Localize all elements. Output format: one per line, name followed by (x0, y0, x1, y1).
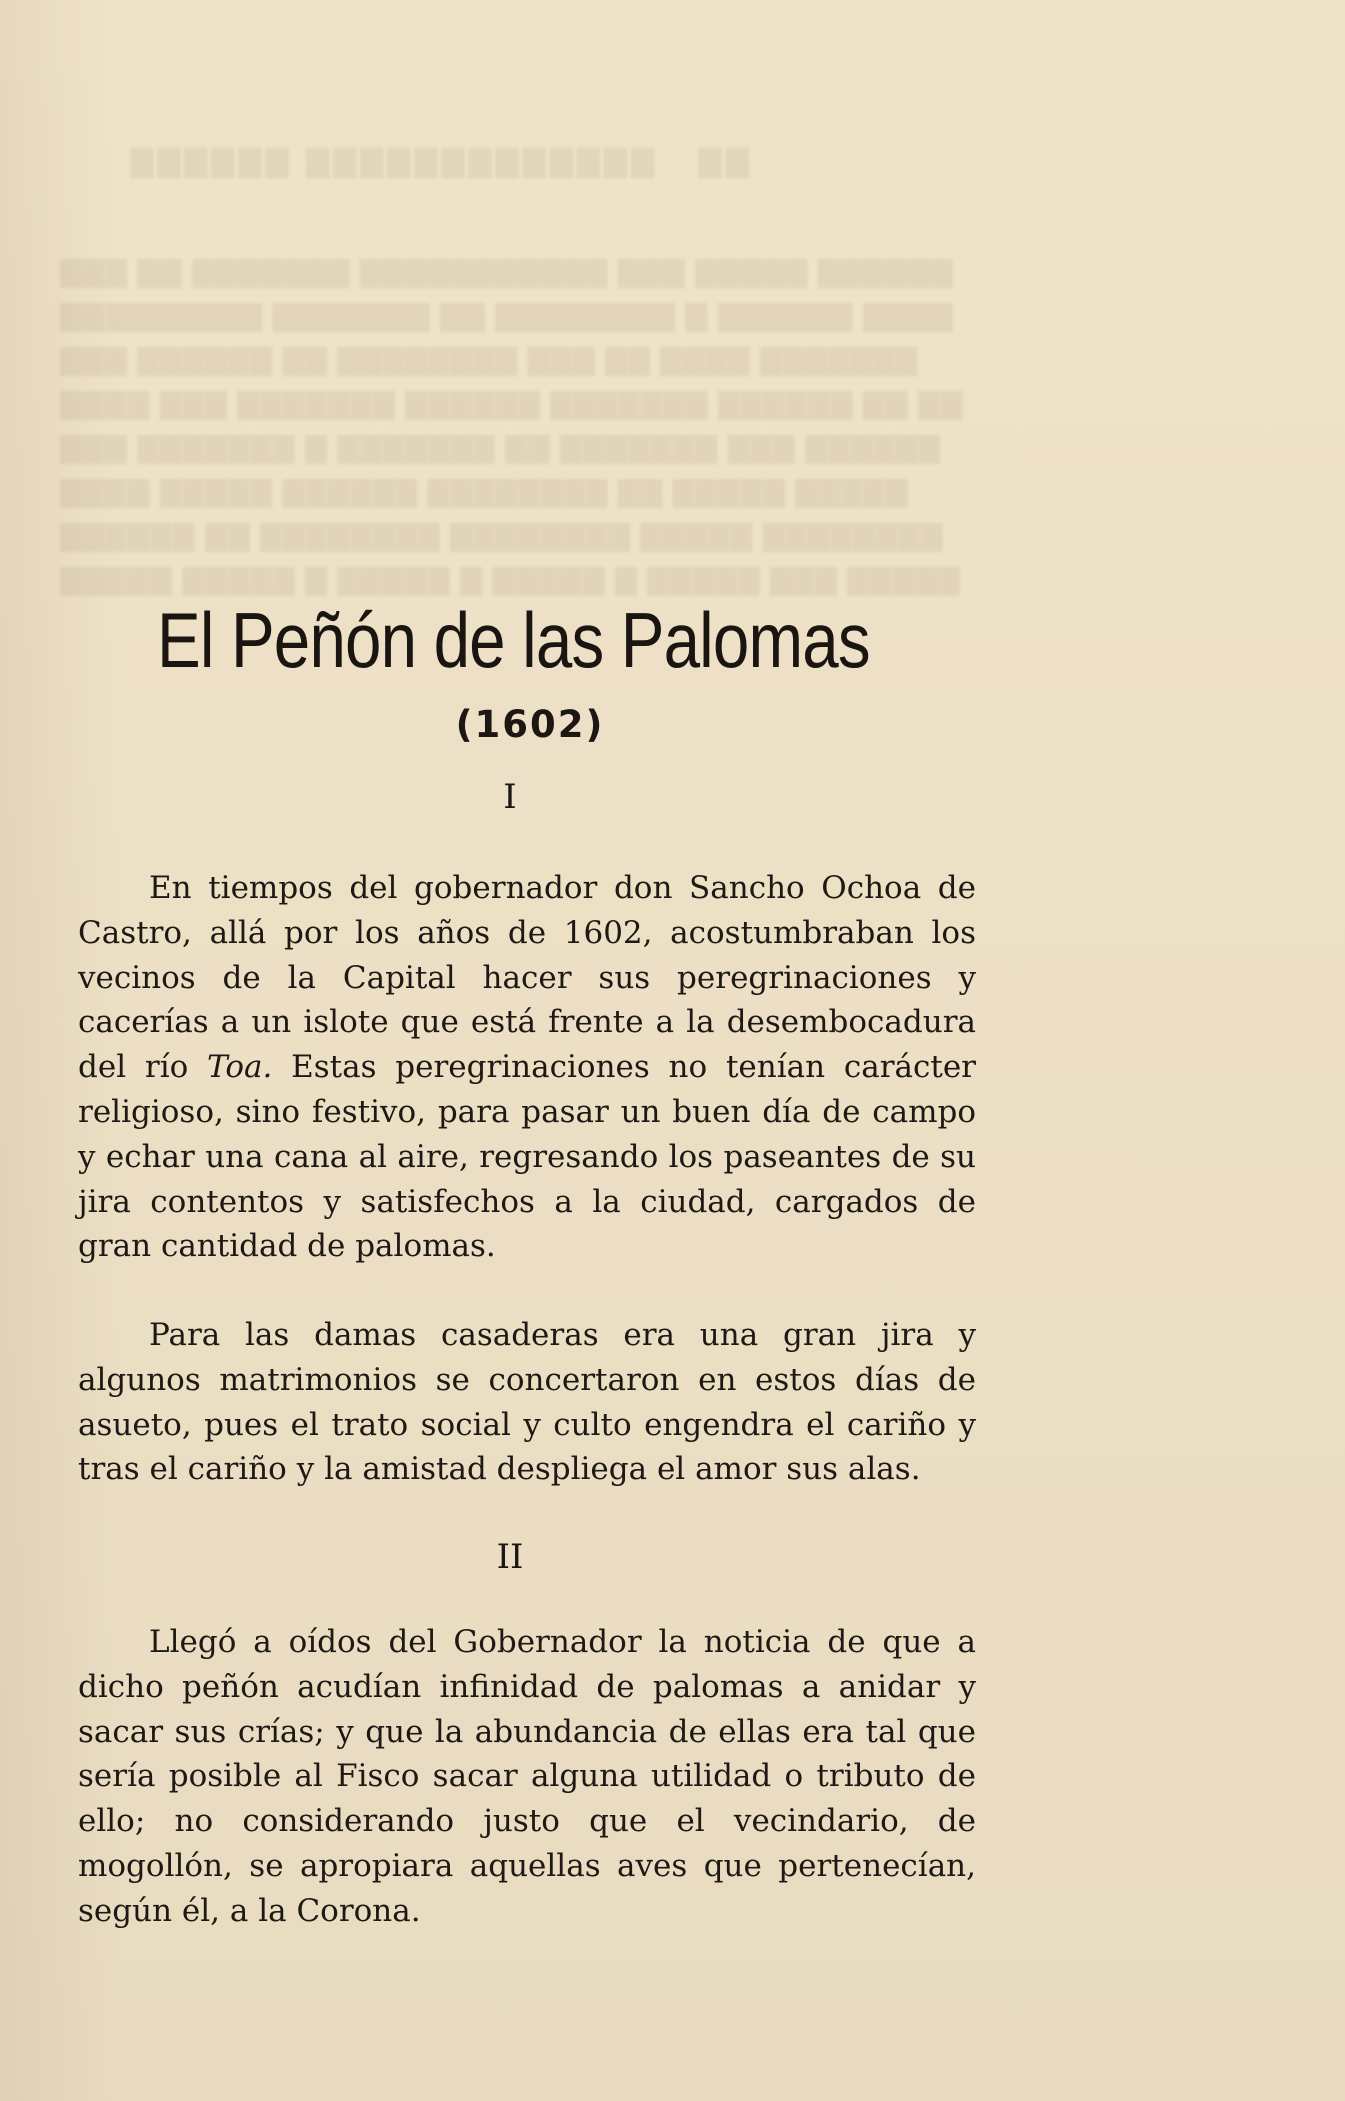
paragraph-text: Para las damas casaderas era una gran jira y algunos matrimonios se concertaron en estos días de asueto, pues el trato social y culto engendra el cariño y tras el cariño y la amistad despliega el amor sus alas. (78, 1317, 976, 1488)
paragraph-text: Llegó a oídos del Gobernador la noticia de que a dicho peñón acudían infinidad de palomas a anidar y sacar sus crías; y que la abundancia de ellas era tal que sería posible al Fisco sacar alguna utilidad o tributo de ello; no considerando justo que el vecindario, de mogollón, se apropiara aquellas aves que pertenecían, según él, a la Corona. (78, 1624, 976, 1929)
section-numeral: II (496, 1537, 524, 1577)
chapter-title: El Peñón de las Palomas (157, 596, 870, 684)
chapter-year: (1602) (455, 703, 605, 746)
paragraph-text: En tiempos del gobernador don Sancho Ochoa de Castro, allá por los años de 1602, acostumbraban los vecinos de la Capital hacer sus peregrinaciones y cacerías a un islote que está frente a la desembocadura del río (78, 870, 976, 1086)
section-numeral: I (503, 777, 517, 817)
river-name: Toa. (207, 1049, 273, 1086)
paragraph (78, 1620, 976, 1934)
paragraph-text: Estas peregrinaciones no tenían carácter religioso, sino festivo, para pasar un buen día de campo y echar una cana al aire, regresando los paseantes de su jira contentos y satisfechos a la ciudad, cargados de gran cantidad de palomas. (78, 1049, 976, 1265)
paragraph (78, 1313, 976, 1492)
paragraph (78, 866, 976, 1269)
bleed-through-shadow: ▇▇▇▇▇▇ ▇▇▇▇▇▇▇▇▇▇▇▇▇ ▇▇ ▇▇▇ ▇▇ ▇▇▇▇▇▇▇ ▇▇▇▇▇▇▇▇▇▇▇ ▇▇▇ ▇▇▇▇▇ ▇▇▇▇▇▇ ▇▇▇▇▇▇▇▇▇ ▇▇▇▇▇▇▇ ▇▇ ▇▇▇▇▇▇▇▇ ▇ ▇▇▇▇▇▇ ▇▇▇▇ ▇▇▇ ▇▇▇▇▇▇ ▇▇ ▇▇▇▇▇▇▇▇ ▇▇▇ ▇▇ ▇▇▇▇ ▇▇▇▇▇▇▇ ▇▇▇▇ ▇▇▇ ▇▇▇▇▇▇▇ ▇▇▇▇▇▇ ▇▇▇▇▇▇▇ ▇▇▇▇▇▇ ▇▇ ▇▇ ▇▇▇ ▇▇▇▇▇▇▇ ▇ ▇▇▇▇▇▇▇ ▇▇ ▇▇▇▇▇▇▇ ▇▇▇ ▇▇▇▇▇▇ ▇▇▇▇ ▇▇▇▇▇ ▇▇▇▇▇▇ ▇▇▇▇▇▇▇▇ ▇▇ ▇▇▇▇▇ ▇▇▇▇▇ ▇▇▇▇▇▇ ▇▇ ▇▇▇▇▇▇▇▇ ▇▇▇▇▇▇▇▇ ▇▇▇▇▇ ▇▇▇▇▇▇▇▇ ▇▇▇▇▇ ▇▇▇▇▇ ▇ ▇▇▇▇▇ ▇ ▇▇▇▇▇ ▇ ▇▇▇▇▇ ▇▇▇ ▇▇▇▇▇ (60, 144, 964, 596)
